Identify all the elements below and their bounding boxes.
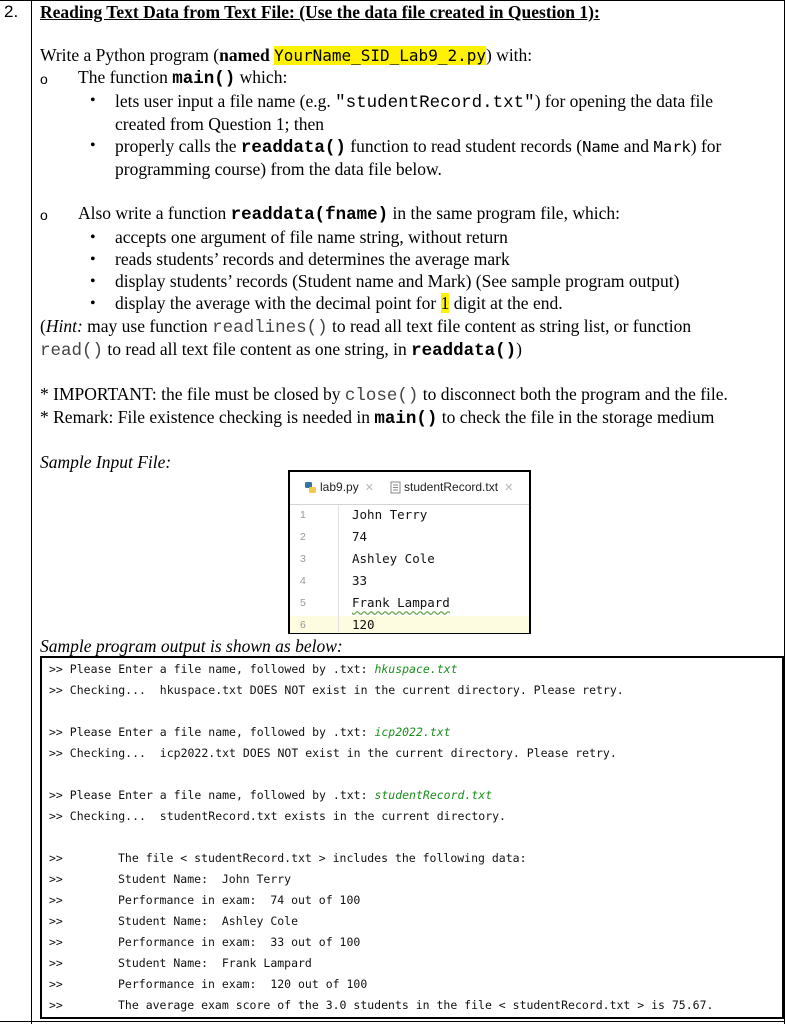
hint-part1: may use function bbox=[87, 316, 208, 336]
console-prompt: >> bbox=[49, 683, 63, 697]
main-bullet-1-code: "studentRecord.txt" bbox=[335, 93, 535, 113]
gutter-separator bbox=[338, 505, 339, 632]
console-line bbox=[49, 809, 506, 823]
main-heading bbox=[78, 67, 287, 89]
editor-tab-bar bbox=[290, 472, 529, 505]
console-user-input: studentRecord.txt bbox=[374, 788, 493, 802]
console-check: Checking... studentRecord.txt exists in the current directory. bbox=[69, 809, 506, 823]
sample-output-label: Sample program output is shown as below: bbox=[40, 636, 343, 656]
bullet-icon: • bbox=[90, 137, 96, 154]
console-user-input: icp2022.txt bbox=[374, 725, 451, 739]
readdata-bullet-4-pre: display the average with the decimal point for bbox=[115, 293, 437, 313]
console-check: Checking... icp2022.txt DOES NOT exist in the current directory. Please retry. bbox=[69, 746, 617, 760]
line-number: 3 bbox=[300, 553, 306, 565]
remark-code: main() bbox=[374, 409, 438, 429]
console-result: Performance in exam: 120 out of 100 bbox=[118, 977, 368, 991]
line-number: 2 bbox=[300, 531, 306, 543]
frame-top-border bbox=[0, 0, 785, 1]
line-number: 4 bbox=[300, 575, 306, 587]
question-number: 2. bbox=[4, 2, 19, 21]
console-result: The file < studentRecord.txt > includes the following data: bbox=[118, 851, 527, 865]
frame-bottom-border bbox=[0, 1021, 785, 1022]
bullet-icon: • bbox=[90, 92, 96, 109]
readdata-bullet-4-post: digit at the end. bbox=[453, 293, 563, 313]
main-bullet-2-mark-code: Mark bbox=[653, 138, 691, 156]
intro-filename: YourName_SID_Lab9_2.py bbox=[274, 46, 486, 65]
console-line bbox=[49, 725, 451, 739]
intro-line bbox=[40, 45, 532, 66]
console-prompt: >> bbox=[49, 956, 63, 970]
code-line[interactable]: Frank Lampard bbox=[352, 595, 450, 610]
tab-lab9-label: lab9.py bbox=[320, 480, 359, 494]
intro-named: named bbox=[219, 45, 270, 65]
bullet-icon: • bbox=[90, 273, 96, 290]
code-line[interactable]: 74 bbox=[352, 529, 368, 544]
main-marker: o bbox=[40, 71, 48, 87]
console-result: Student Name: John Terry bbox=[118, 872, 292, 886]
code-line[interactable]: 33 bbox=[352, 573, 368, 588]
main-bullet-1-line-1 bbox=[115, 91, 713, 113]
editor-gutter bbox=[290, 505, 340, 632]
console-ask: Please Enter a file name, followed by .txt: bbox=[69, 725, 375, 739]
main-bullet-2-line-2: programming course) from the data file below. bbox=[115, 159, 442, 179]
main-bullet-1-line-2: created from Question 1; then bbox=[115, 114, 324, 134]
sample-input-label: Sample Input File: bbox=[40, 452, 172, 472]
main-bullet-2-mid: function to read student records ( bbox=[350, 136, 583, 156]
console-result: Student Name: Frank Lampard bbox=[118, 956, 312, 970]
line-number: 5 bbox=[300, 597, 306, 609]
readdata-bullet-4 bbox=[115, 293, 563, 314]
console-line bbox=[49, 662, 458, 676]
readdata-prefix: Also write a function bbox=[78, 203, 227, 223]
hint-label: Hint: bbox=[45, 316, 83, 336]
text-file-icon bbox=[390, 481, 401, 494]
console-prompt: >> bbox=[49, 893, 63, 907]
console-prompt: >> bbox=[49, 851, 63, 865]
hint-code-read: read() bbox=[40, 341, 104, 361]
console-prompt: >> bbox=[49, 662, 63, 676]
code-line[interactable]: John Terry bbox=[352, 507, 428, 522]
hint-line-1 bbox=[40, 316, 691, 338]
file-editor bbox=[288, 470, 531, 634]
main-bullet-2-line-1 bbox=[115, 136, 721, 158]
readdata-func: readdata(fname) bbox=[230, 205, 389, 225]
console-result: Performance in exam: 33 out of 100 bbox=[118, 935, 361, 949]
console-prompt: >> bbox=[49, 788, 63, 802]
console-line bbox=[49, 683, 624, 697]
main-bullet-1-post: ) for opening the data file bbox=[534, 91, 714, 111]
important-code: close() bbox=[344, 386, 419, 406]
intro-suffix: ) with: bbox=[485, 45, 533, 65]
console-user-input: hkuspace.txt bbox=[374, 662, 458, 676]
important-note bbox=[40, 384, 728, 406]
current-line-highlight bbox=[290, 616, 529, 633]
bullet-icon: • bbox=[90, 295, 96, 312]
close-icon[interactable]: ✕ bbox=[364, 481, 374, 494]
console-prompt: >> bbox=[49, 746, 63, 760]
console-prompt: >> bbox=[49, 872, 63, 886]
line-number: 1 bbox=[300, 509, 306, 521]
console-result: The average exam score of the 3.0 students in the file < studentRecord.txt > is 75.67. bbox=[118, 998, 714, 1012]
console-check: Checking... hkuspace.txt DOES NOT exist in the current directory. Please retry. bbox=[69, 683, 624, 697]
main-bullet-1-text: lets user input a file name (e.g. bbox=[115, 91, 331, 111]
tab-student-record[interactable] bbox=[390, 480, 513, 494]
remark-pre: * Remark: File existence checking is needed in bbox=[40, 407, 370, 427]
frame-column-divider bbox=[31, 0, 32, 1024]
question-title: Reading Text Data from Text File: (Use the data file created in Question 1): bbox=[40, 2, 600, 22]
readdata-bullet-2: reads students’ records and determines the average mark bbox=[115, 249, 510, 269]
important-post: to disconnect both the program and the file. bbox=[422, 384, 728, 404]
close-icon[interactable]: ✕ bbox=[504, 481, 514, 494]
console-prompt: >> bbox=[49, 998, 63, 1012]
console-prompt: >> bbox=[49, 935, 63, 949]
readdata-bullet-1: accepts one argument of file name string, without return bbox=[115, 227, 508, 247]
main-bullet-2-code: readdata() bbox=[240, 138, 346, 158]
line-number: 6 bbox=[300, 619, 306, 631]
main-bullet-2-text: properly calls the bbox=[115, 136, 237, 156]
python-file-icon bbox=[304, 481, 317, 494]
console-prompt: >> bbox=[49, 725, 63, 739]
intro-prefix: Write a Python program ( bbox=[40, 45, 220, 65]
main-bullet-2-name-code: Name bbox=[582, 138, 620, 156]
important-pre: * IMPORTANT: the file must be closed by bbox=[40, 384, 341, 404]
console-result: Student Name: Ashley Cole bbox=[118, 914, 299, 928]
console-prompt: >> bbox=[49, 809, 63, 823]
readdata-bullet-4-highlight: 1 bbox=[440, 293, 450, 313]
readdata-heading bbox=[78, 203, 620, 225]
hint-close: ) bbox=[516, 339, 522, 359]
hint-open: ( bbox=[40, 316, 46, 336]
tab-lab9-py[interactable] bbox=[304, 480, 374, 494]
main-prefix: The function bbox=[78, 67, 168, 87]
readdata-marker: o bbox=[40, 207, 48, 223]
console-ask: Please Enter a file name, followed by .txt: bbox=[69, 788, 375, 802]
hint-code-readlines: readlines() bbox=[212, 318, 328, 338]
console-prompt: >> bbox=[49, 914, 63, 928]
console-output bbox=[40, 656, 784, 1019]
code-line[interactable]: Ashley Cole bbox=[352, 551, 435, 566]
console-ask: Please Enter a file name, followed by .txt: bbox=[69, 662, 375, 676]
console-result: Performance in exam: 74 out of 100 bbox=[118, 893, 361, 907]
readdata-suffix: in the same program file, which: bbox=[392, 203, 620, 223]
readdata-bullet-3: display students’ records (Student name and Mark) (See sample program output) bbox=[115, 271, 680, 291]
remark-post: to check the file in the storage medium bbox=[441, 407, 715, 427]
hint-part2: to read all text file content as string list, or function bbox=[331, 316, 692, 336]
console-line bbox=[49, 746, 617, 760]
console-line bbox=[49, 788, 492, 802]
hint-line-2 bbox=[40, 339, 522, 361]
hint-code-readdata: readdata() bbox=[411, 341, 517, 361]
main-bullet-2-and: and bbox=[623, 136, 650, 156]
remark-note bbox=[40, 407, 714, 429]
main-bullet-2-post: ) for bbox=[690, 136, 722, 156]
main-suffix: which: bbox=[239, 67, 288, 87]
hint-part3: to read all text file content as one string, in bbox=[107, 339, 407, 359]
bullet-icon: • bbox=[90, 251, 96, 268]
code-line[interactable]: 120 bbox=[352, 617, 375, 632]
tab-student-record-label: studentRecord.txt bbox=[404, 480, 499, 494]
main-func: main() bbox=[172, 69, 236, 89]
bullet-icon: • bbox=[90, 229, 96, 246]
console-prompt: >> bbox=[49, 977, 63, 991]
